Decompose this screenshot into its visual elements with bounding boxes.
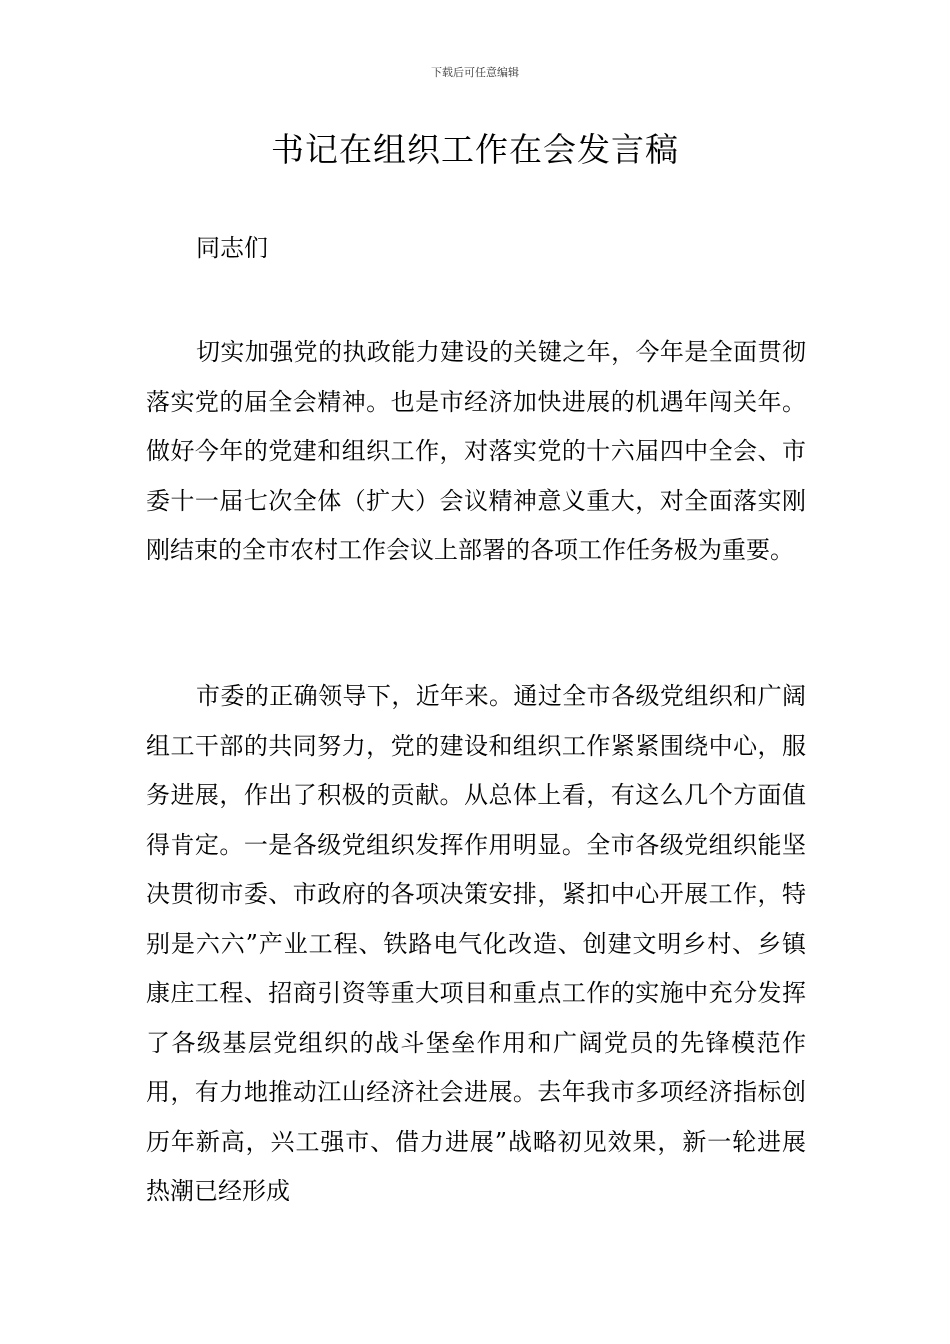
body-paragraph-2: 市委的正确领导下，近年来。通过全市各级党组织和广阔组工干部的共同努力，党的建设和组织工作紧紧围绕中心，服务进展，作出了积极的贡献。从总体上看，有这么几个方面值得肯定。一是各级党组织发挥作用明显。全市各级党组织能坚决贯彻市委、市政府的各项决策安排，紧扣中心开展工作，特别是六六”产业工程、铁路电气化改造、创建文明乡村、乡镇康庄工程、招商引资等重大项目和重点工作的实施中充分发挥了各级基层党组织的战斗堡垒作用和广阔党员的先锋模范作用，有力地推动江山经济社会进展。去年我市多项经济指标创历年新高，兴工强市、借力进展”战略初见效果，新一轮进展热潮已经形成	[146, 682, 806, 1205]
header-note: 下载后可任意编辑	[431, 66, 519, 79]
document-title: 书记在组织工作在会发言稿	[271, 130, 679, 169]
salutation: 同志们	[196, 234, 268, 262]
body-paragraph-1: 切实加强党的执政能力建设的关键之年，今年是全面贯彻落实党的届全会精神。也是市经济加快进展的机遇年闯关年。做好今年的党建和组织工作，对落实党的十六届四中全会、市委十一届七次全体（扩大）会议精神意义重大，对全面落实刚刚结束的全市农村工作会议上部署的各项工作任务极为重要。	[146, 338, 806, 564]
